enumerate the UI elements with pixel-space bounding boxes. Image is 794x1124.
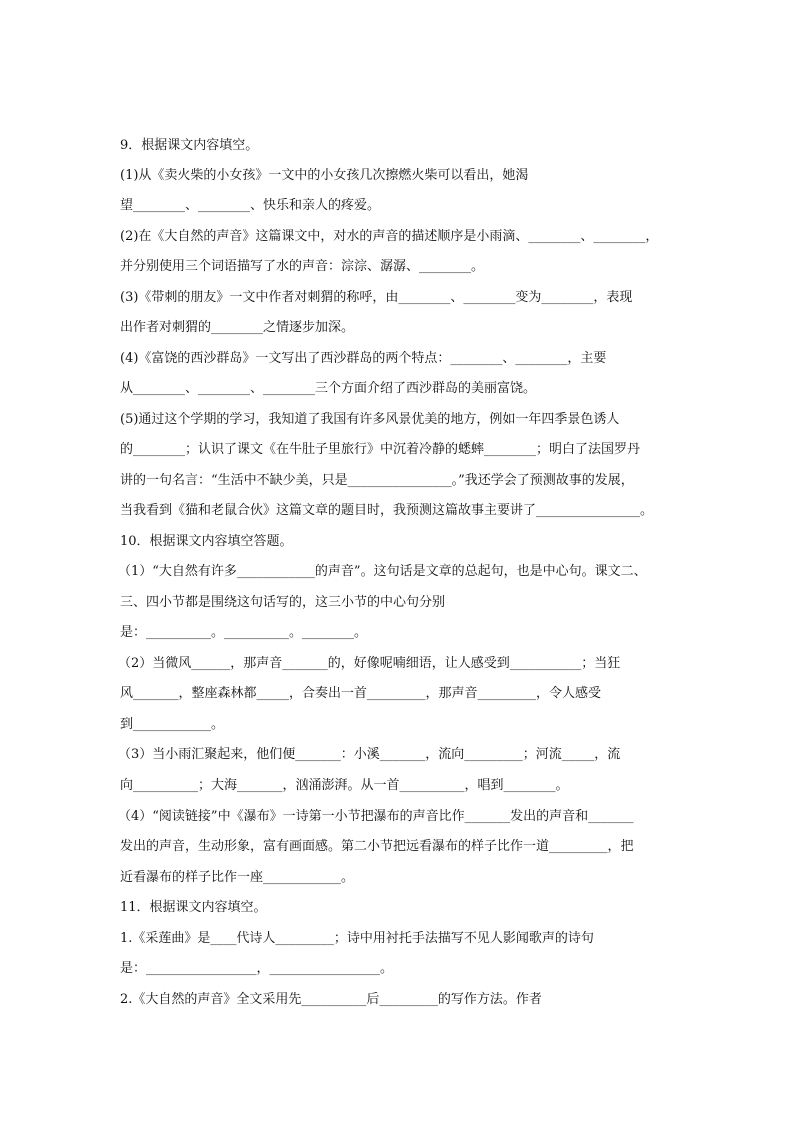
q10-4-line-2: 发出的声音，生动形象，富有画面感。第二小节把远看瀑布的样子比作一道_________，把	[120, 839, 634, 854]
q11-1-line-1: 1.《采莲曲》是____代诗人_________；诗中用衬托手法描写不见人影闻歌声的诗句	[120, 931, 594, 946]
q10-2-line-3: 到____________。	[120, 717, 225, 732]
q10-4-line-1: （4）“阅读链接”中《瀑布》一诗第一小节把瀑布的声音比作_______发出的声音和_______	[118, 809, 634, 824]
q11-2-line-1: 2.《大自然的声音》全文采用先__________后_________的写作方法。作者	[120, 992, 542, 1007]
q9-5-line-1: (5)通过这个学期的学习，我知道了我国有许多风景优美的地方，例如一年四季景色诱人	[120, 412, 620, 427]
q9-2-line-2: 并分别使用三个词语描写了水的声音：淙淙、潺潺、________。	[120, 259, 485, 274]
q9-1-line-2: 望________、________、快乐和亲人的疼爱。	[120, 198, 381, 213]
q10-1-line-3: 是：__________。__________。________。	[120, 625, 368, 640]
q9-3-line-1: (3)《带刺的朋友》一文中作者对刺猬的称呼，由________、________变为________，表现	[120, 290, 633, 305]
question-9-heading: 9．根据课文内容填空。	[120, 138, 259, 153]
q9-5-line-2: 的________；认识了课文《在牛肚子里旅行》中沉着冷静的蟋蟀________；明白了法国罗丹	[120, 442, 641, 457]
q9-4-line-1: (4)《富饶的西沙群岛》一文写出了西沙群岛的两个特点：________、________，主要	[120, 351, 607, 366]
q9-3-line-2: 出作者对刺猬的________之情逐步加深。	[120, 320, 355, 335]
q10-1-line-1: （1）“大自然有许多____________的声音”。这句话是文章的总起句，也是中心句。课文二、	[118, 564, 647, 579]
q10-3-line-2: 向__________；大海_______，汹涌澎湃。从一首__________，唱到________。	[120, 778, 569, 793]
q9-5-line-3: 讲的一句名言：“生活中不缺少美，只是________________。”我还学会了预测故事的发展，	[120, 473, 634, 488]
question-10-heading: 10．根据课文内容填空答题。	[120, 534, 293, 549]
q10-3-line-1: （3）当小雨汇聚起来，他们便_______：小溪_______，流向_________；河流_____，流	[118, 747, 621, 762]
q10-4-line-3: 近看瀑布的样子比作一座____________。	[120, 870, 355, 885]
q11-1-line-2: 是：_________________，_________________。	[120, 961, 394, 976]
q9-5-line-4: 当我看到《猫和老鼠合伙》这篇文章的题目时，我预测这篇故事主要讲了________________。	[120, 503, 654, 518]
q9-4-line-2: 从________、________、________三个方面介绍了西沙群岛的美丽富饶。	[120, 381, 537, 396]
q9-1-line-1: (1)从《卖火柴的小女孩》一文中的小女孩几次擦燃火柴可以看出，她渴	[120, 168, 529, 183]
q10-1-line-2: 三、四小节都是围绕这句话写的，这三小节的中心句分别	[120, 595, 446, 610]
q10-2-line-2: 风_______，整座森林都_____，合奏出一首_________，那声音_________，令人感受	[120, 686, 602, 701]
q10-2-line-1: （2）当微风______，那声音_______的，好像呢喃细语，让人感受到___________；当狂	[118, 656, 621, 671]
question-11-heading: 11．根据课文内容填空。	[120, 900, 267, 915]
q9-2-line-1: (2)在《大自然的声音》这篇课文中，对水的声音的描述顺序是小雨滴、________、________，	[120, 229, 659, 244]
